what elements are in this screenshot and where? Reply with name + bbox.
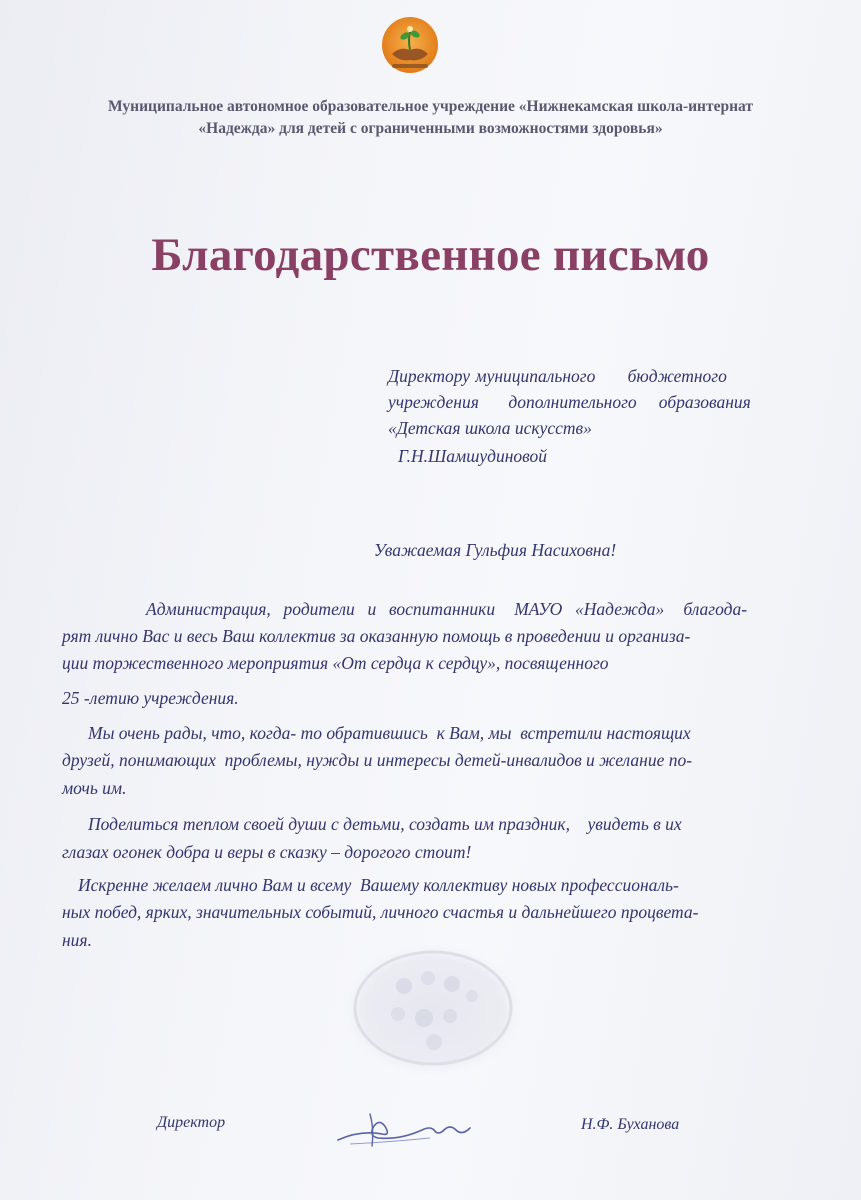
body-line: глазах огонек добра и веры в сказку – дорогого стоит!	[62, 842, 472, 862]
body-line: 25 -летию учреждения.	[62, 688, 239, 708]
signatory-name: Н.Ф. Буханова	[581, 1116, 680, 1133]
body-line: рят лично Вас и весь Ваш коллектив за оказанную помощь в проведении и организа-	[62, 626, 691, 646]
body-line: ции торжественного мероприятия «От сердца к сердцу», посвященного	[62, 653, 609, 673]
body-line: друзей, понимающих проблемы, нужды и интересы детей-инвалидов и желание по-	[62, 750, 693, 770]
addressee-line-4: Г.Н.Шамшудиновой	[398, 446, 548, 466]
body-line: ния.	[62, 930, 92, 950]
institution-name-line-1: Муниципальное автономное образовательное учреждение «Нижнекамская школа-интернат	[107, 98, 753, 115]
greeting: Уважаемая Гульфия Насиховна!	[373, 540, 617, 560]
addressee-line-2: учреждения дополнительного образования	[388, 392, 751, 412]
addressee-line-3: «Детская школа искусств»	[388, 418, 592, 438]
school-logo	[378, 16, 442, 74]
body-line: Мы очень рады, что, когда- то обратившись к Вам, мы встретили настоящих	[88, 723, 691, 743]
document-title: Благодарственное письмо	[151, 229, 710, 281]
addressee-line-1: Директору муниципального бюджетного	[388, 366, 727, 386]
body-line: Искренне желаем лично Вам и всему Вашему коллективу новых профессиональ-	[78, 875, 679, 895]
handwritten-signature	[330, 1100, 480, 1156]
body-line: ных побед, ярких, значительных событий, личного счастья и дальнейшего процвета-	[62, 902, 699, 922]
institution-name-line-2: «Надежда» для детей с ограниченными возможностями здоровья»	[198, 120, 663, 137]
signatory-role: Директор	[157, 1114, 226, 1131]
body-line: Администрация, родители и воспитанники МАУО «Надежда» благода-	[146, 599, 748, 619]
body-line: Поделиться теплом своей души с детьми, создать им праздник, увидеть в их	[88, 814, 682, 834]
body-line: мочь им.	[62, 778, 127, 798]
seal-stamp	[340, 938, 526, 1078]
